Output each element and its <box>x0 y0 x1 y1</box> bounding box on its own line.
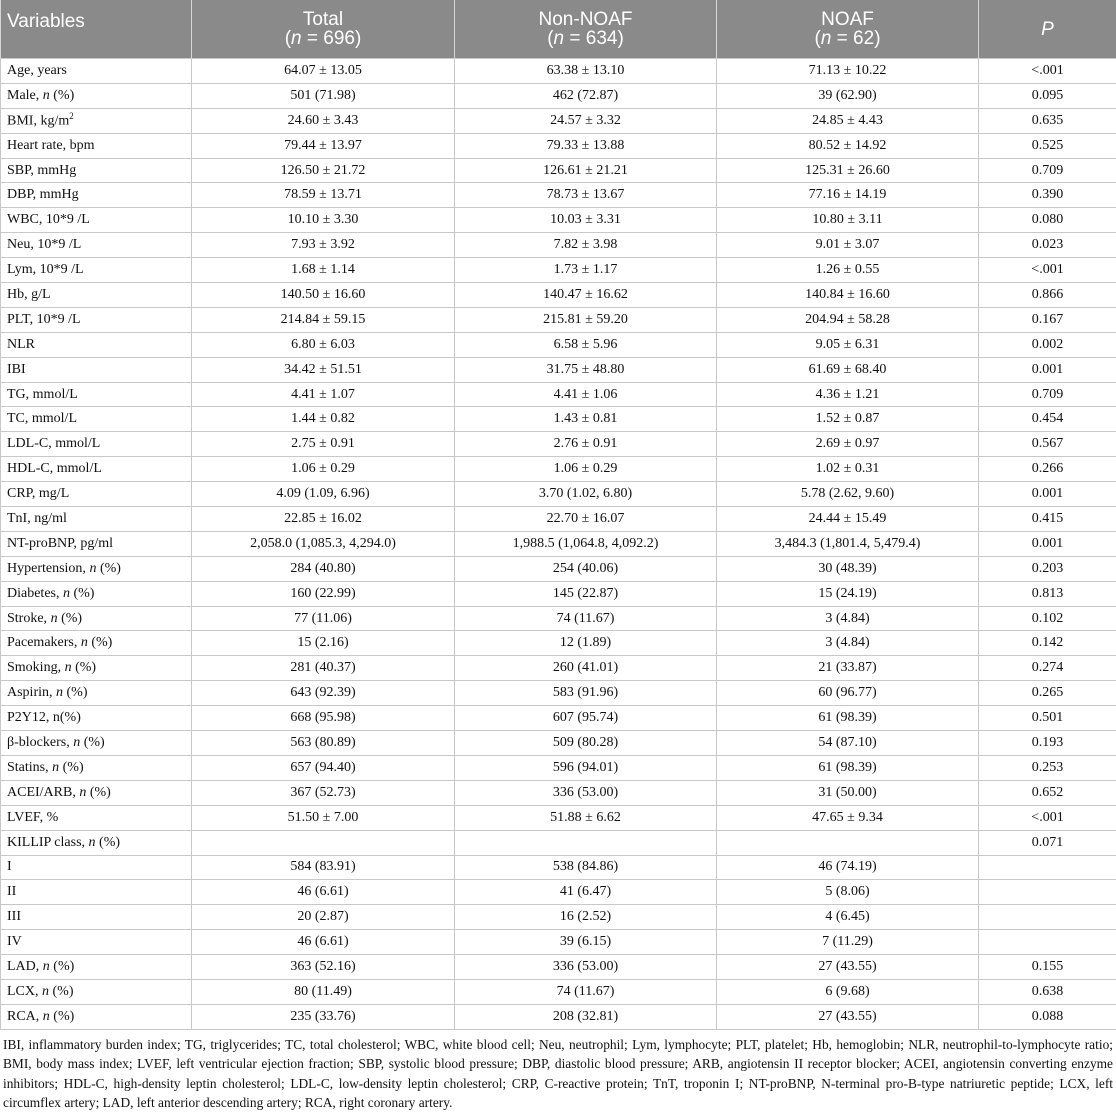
row-non-noaf-value: 51.88 ± 6.62 <box>455 805 717 830</box>
row-total-value: 46 (6.61) <box>192 930 455 955</box>
row-p-value: 0.001 <box>979 482 1116 507</box>
row-non-noaf-value: 215.81 ± 59.20 <box>455 307 717 332</box>
row-non-noaf-value: 1.06 ± 0.29 <box>455 457 717 482</box>
row-total-value: 284 (40.80) <box>192 556 455 581</box>
row-total-value: 367 (52.73) <box>192 780 455 805</box>
table-row <box>1 233 1116 258</box>
header-noaf-n-value: 62 <box>853 28 875 49</box>
row-variable-label: RCA, n (%) <box>1 1004 192 1029</box>
table-row <box>1 283 1116 308</box>
table-row <box>1 656 1116 681</box>
row-variable-label: BMI, $kg/m^2$ <box>1 108 192 133</box>
table-row <box>1 755 1116 780</box>
table-footnote: IBI, inflammatory burden index; TG, triglycerides; TC, total cholesterol; WBC, white blood cell; Neu, neutrophil; Lym, lymphocyte; PLT, platelet; Hb, hemoglobin; NLR, neutrophil-to-lymphocyte ratio; BMI, body mass index; LVEF, left ventricular ejection fraction; SBP, systolic blood pressure; DBP, diastolic blood pressure; ARB, angiotensin II receptor blocker; ACEI, angiotensin converting enzyme inhibitors; HDL-C, high-density leptin cholesterol; LDL-C, low-density leptin cholesterol; CRP, C-reactive protein; TnT, troponin I; NT-proBNP, N-terminal pro-B-type natriuretic peptide; LCX, left circumflex artery; LAD, left anterior descending artery; RCA, right coronary artery. <box>3 1037 1113 1111</box>
table-row <box>1 382 1116 407</box>
row-variable-label: Hb, g/L <box>1 283 192 308</box>
row-total-value: 4.09 (1.09, 6.96) <box>192 482 455 507</box>
header-noaf <box>717 0 979 59</box>
table-row <box>1 606 1116 631</box>
table-row <box>1 133 1116 158</box>
table-row <box>1 706 1116 731</box>
row-p-value: 0.155 <box>979 955 1116 980</box>
row-total-value: 140.50 ± 16.60 <box>192 283 455 308</box>
row-variable-label: Lym, 10*9 /L <box>1 258 192 283</box>
row-p-value: 0.102 <box>979 606 1116 631</box>
row-p-value: 0.193 <box>979 731 1116 756</box>
row-total-value: 77 (11.06) <box>192 606 455 631</box>
row-p-value: 0.501 <box>979 706 1116 731</box>
row-non-noaf-value: 39 (6.15) <box>455 930 717 955</box>
row-total-value: 584 (83.91) <box>192 855 455 880</box>
row-total-value: 1.44 ± 0.82 <box>192 407 455 432</box>
row-noaf-value: 6 (9.68) <box>717 979 979 1004</box>
row-p-value: 0.813 <box>979 581 1116 606</box>
row-p-value: 0.088 <box>979 1004 1116 1029</box>
row-p-value <box>979 880 1116 905</box>
row-variable-label: PLT, 10*9 /L <box>1 307 192 332</box>
row-p-value: 0.635 <box>979 108 1116 133</box>
row-non-noaf-value: 607 (95.74) <box>455 706 717 731</box>
row-p-value: 0.638 <box>979 979 1116 1004</box>
header-non-noaf-n-value: 634 <box>585 28 618 49</box>
table-row <box>1 979 1116 1004</box>
row-non-noaf-value: 10.03 ± 3.31 <box>455 208 717 233</box>
row-variable-label: Age, years <box>1 59 192 84</box>
row-variable-label: III <box>1 905 192 930</box>
row-total-value: 281 (40.37) <box>192 656 455 681</box>
row-variable-label: Male, n (%) <box>1 83 192 108</box>
row-non-noaf-value: 260 (41.01) <box>455 656 717 681</box>
row-non-noaf-value: 583 (91.96) <box>455 681 717 706</box>
table-row <box>1 158 1116 183</box>
row-non-noaf-value <box>455 830 717 855</box>
row-noaf-value: 77.16 ± 14.19 <box>717 183 979 208</box>
row-variable-label: LVEF, % <box>1 805 192 830</box>
row-variable-label: DBP, mmHg <box>1 183 192 208</box>
row-variable-label: IV <box>1 930 192 955</box>
header-non-noaf-n: (n = 634) <box>547 28 624 49</box>
row-total-value: 51.50 ± 7.00 <box>192 805 455 830</box>
row-noaf-value: 204.94 ± 58.28 <box>717 307 979 332</box>
header-noaf-n: (n = 62) <box>814 28 881 49</box>
table-row <box>1 507 1116 532</box>
row-total-value: 563 (80.89) <box>192 731 455 756</box>
row-p-value: <.001 <box>979 805 1116 830</box>
row-non-noaf-value: 140.47 ± 16.62 <box>455 283 717 308</box>
table-row <box>1 930 1116 955</box>
row-noaf-value: 27 (43.55) <box>717 1004 979 1029</box>
row-total-value: 1.06 ± 0.29 <box>192 457 455 482</box>
row-noaf-value: 5.78 (2.62, 9.60) <box>717 482 979 507</box>
row-total-value: 160 (22.99) <box>192 581 455 606</box>
table-row <box>1 681 1116 706</box>
row-noaf-value: 61 (98.39) <box>717 706 979 731</box>
row-non-noaf-value: 596 (94.01) <box>455 755 717 780</box>
table-row <box>1 1004 1116 1029</box>
table-row <box>1 780 1116 805</box>
row-variable-label: Hypertension, n (%) <box>1 556 192 581</box>
row-noaf-value: 21 (33.87) <box>717 656 979 681</box>
row-noaf-value: 30 (48.39) <box>717 556 979 581</box>
row-non-noaf-value: 31.75 ± 48.80 <box>455 357 717 382</box>
row-p-value: 0.002 <box>979 332 1116 357</box>
row-variable-label: TC, mmol/L <box>1 407 192 432</box>
row-p-value: <.001 <box>979 258 1116 283</box>
row-p-value: 0.253 <box>979 755 1116 780</box>
table-row <box>1 581 1116 606</box>
row-noaf-value: 47.65 ± 9.34 <box>717 805 979 830</box>
row-total-value: 24.60 ± 3.43 <box>192 108 455 133</box>
table-row <box>1 432 1116 457</box>
row-total-value: 46 (6.61) <box>192 880 455 905</box>
table-row <box>1 208 1116 233</box>
row-total-value: 10.10 ± 3.30 <box>192 208 455 233</box>
row-noaf-value: 125.31 ± 26.60 <box>717 158 979 183</box>
row-noaf-value: 54 (87.10) <box>717 731 979 756</box>
row-non-noaf-value: 24.57 ± 3.32 <box>455 108 717 133</box>
row-p-value: 0.203 <box>979 556 1116 581</box>
header-variables: Variables <box>1 0 192 59</box>
row-noaf-value: 4.36 ± 1.21 <box>717 382 979 407</box>
row-variable-label: LAD, n (%) <box>1 955 192 980</box>
row-noaf-value: 4 (6.45) <box>717 905 979 930</box>
table-row <box>1 307 1116 332</box>
row-variable-label: ACEI/ARB, n (%) <box>1 780 192 805</box>
row-non-noaf-value: 126.61 ± 21.21 <box>455 158 717 183</box>
row-variable-label: TnI, ng/ml <box>1 507 192 532</box>
row-noaf-value: 39 (62.90) <box>717 83 979 108</box>
header-row <box>1 0 1116 59</box>
row-p-value: 0.001 <box>979 357 1116 382</box>
row-variable-label: NLR <box>1 332 192 357</box>
row-variable-label: WBC, 10*9 /L <box>1 208 192 233</box>
row-total-value: 214.84 ± 59.15 <box>192 307 455 332</box>
row-total-value: 235 (33.76) <box>192 1004 455 1029</box>
row-total-value: 15 (2.16) <box>192 631 455 656</box>
header-total-n-value: 696 <box>323 28 355 49</box>
row-p-value: 0.167 <box>979 307 1116 332</box>
row-variable-label: LDL-C, mmol/L <box>1 432 192 457</box>
row-noaf-value <box>717 830 979 855</box>
table-row <box>1 83 1116 108</box>
row-p-value: 0.567 <box>979 432 1116 457</box>
row-noaf-value: 61.69 ± 68.40 <box>717 357 979 382</box>
table-row <box>1 531 1116 556</box>
row-non-noaf-value: 7.82 ± 3.98 <box>455 233 717 258</box>
row-p-value: 0.095 <box>979 83 1116 108</box>
row-non-noaf-value: 74 (11.67) <box>455 979 717 1004</box>
header-total-n: (n = 696) <box>284 28 362 49</box>
row-total-value: 2,058.0 (1,085.3, 4,294.0) <box>192 531 455 556</box>
row-non-noaf-value: 6.58 ± 5.96 <box>455 332 717 357</box>
row-noaf-value: 3,484.3 (1,801.4, 5,479.4) <box>717 531 979 556</box>
row-variable-label: Smoking, n (%) <box>1 656 192 681</box>
header-non-noaf <box>455 0 717 59</box>
row-variable-label: HDL-C, mmol/L <box>1 457 192 482</box>
row-p-value: 0.274 <box>979 656 1116 681</box>
row-variable-label: KILLIP class, n (%) <box>1 830 192 855</box>
row-variable-label: I <box>1 855 192 880</box>
row-variable-label: NT-proBNP, pg/ml <box>1 531 192 556</box>
row-p-value: 0.142 <box>979 631 1116 656</box>
row-non-noaf-value: 16 (2.52) <box>455 905 717 930</box>
row-variable-label: Diabetes, n (%) <box>1 581 192 606</box>
row-non-noaf-value: 509 (80.28) <box>455 731 717 756</box>
row-p-value: 0.071 <box>979 830 1116 855</box>
row-non-noaf-value: 336 (53.00) <box>455 955 717 980</box>
row-total-value: 643 (92.39) <box>192 681 455 706</box>
row-total-value: 64.07 ± 13.05 <box>192 59 455 84</box>
table-row <box>1 332 1116 357</box>
row-variable-label: Heart rate, bpm <box>1 133 192 158</box>
table-row <box>1 407 1116 432</box>
row-noaf-value: 27 (43.55) <box>717 955 979 980</box>
row-p-value: 0.001 <box>979 531 1116 556</box>
row-noaf-value: 9.01 ± 3.07 <box>717 233 979 258</box>
table-row <box>1 108 1116 133</box>
table-row <box>1 955 1116 980</box>
table-row <box>1 482 1116 507</box>
table-row <box>1 731 1116 756</box>
row-total-value: 501 (71.98) <box>192 83 455 108</box>
row-total-value: 22.85 ± 16.02 <box>192 507 455 532</box>
row-non-noaf-value: 1.43 ± 0.81 <box>455 407 717 432</box>
row-noaf-value: 2.69 ± 0.97 <box>717 432 979 457</box>
row-variable-label: Statins, n (%) <box>1 755 192 780</box>
row-non-noaf-value: 538 (84.86) <box>455 855 717 880</box>
table-row <box>1 357 1116 382</box>
row-non-noaf-value: 79.33 ± 13.88 <box>455 133 717 158</box>
row-p-value <box>979 930 1116 955</box>
table-row <box>1 880 1116 905</box>
table-row <box>1 631 1116 656</box>
row-noaf-value: 71.13 ± 10.22 <box>717 59 979 84</box>
row-p-value: 0.390 <box>979 183 1116 208</box>
row-p-value: <.001 <box>979 59 1116 84</box>
table-row <box>1 830 1116 855</box>
row-total-value <box>192 830 455 855</box>
row-p-value: 0.709 <box>979 158 1116 183</box>
row-non-noaf-value: 78.73 ± 13.67 <box>455 183 717 208</box>
row-total-value: 79.44 ± 13.97 <box>192 133 455 158</box>
row-total-value: 668 (95.98) <box>192 706 455 731</box>
table-row <box>1 905 1116 930</box>
row-total-value: 126.50 ± 21.72 <box>192 158 455 183</box>
row-variable-label: LCX, n (%) <box>1 979 192 1004</box>
row-noaf-value: 1.52 ± 0.87 <box>717 407 979 432</box>
row-noaf-value: 9.05 ± 6.31 <box>717 332 979 357</box>
row-p-value: 0.265 <box>979 681 1116 706</box>
row-variable-label: Stroke, n (%) <box>1 606 192 631</box>
row-noaf-value: 80.52 ± 14.92 <box>717 133 979 158</box>
row-p-value: 0.266 <box>979 457 1116 482</box>
row-noaf-value: 1.02 ± 0.31 <box>717 457 979 482</box>
row-non-noaf-value: 1.73 ± 1.17 <box>455 258 717 283</box>
row-non-noaf-value: 3.70 (1.02, 6.80) <box>455 482 717 507</box>
row-variable-label: SBP, mmHg <box>1 158 192 183</box>
row-p-value: 0.080 <box>979 208 1116 233</box>
table-row <box>1 457 1116 482</box>
row-p-value <box>979 855 1116 880</box>
row-total-value: 363 (52.16) <box>192 955 455 980</box>
header-total-title: Total <box>302 9 344 30</box>
row-total-value: 6.80 ± 6.03 <box>192 332 455 357</box>
row-noaf-value: 1.26 ± 0.55 <box>717 258 979 283</box>
row-p-value: 0.023 <box>979 233 1116 258</box>
table-row <box>1 805 1116 830</box>
row-p-value: 0.652 <box>979 780 1116 805</box>
table-body <box>1 59 1116 1030</box>
table-row <box>1 258 1116 283</box>
row-total-value: 20 (2.87) <box>192 905 455 930</box>
row-variable-label: Aspirin, n (%) <box>1 681 192 706</box>
row-variable-label: Neu, 10*9 /L <box>1 233 192 258</box>
row-noaf-value: 15 (24.19) <box>717 581 979 606</box>
row-noaf-value: 10.80 ± 3.11 <box>717 208 979 233</box>
table-row <box>1 183 1116 208</box>
row-variable-label: IBI <box>1 357 192 382</box>
row-variable-label: Pacemakers, n (%) <box>1 631 192 656</box>
row-variable-label: TG, mmol/L <box>1 382 192 407</box>
row-total-value: 2.75 ± 0.91 <box>192 432 455 457</box>
row-p-value: 0.415 <box>979 507 1116 532</box>
header-total <box>192 0 455 59</box>
row-non-noaf-value: 22.70 ± 16.07 <box>455 507 717 532</box>
row-p-value: 0.454 <box>979 407 1116 432</box>
row-noaf-value: 46 (74.19) <box>717 855 979 880</box>
row-noaf-value: 24.85 ± 4.43 <box>717 108 979 133</box>
table-header <box>1 0 1116 59</box>
header-non-noaf-title: Non-NOAF <box>538 9 633 30</box>
row-variable-label: II <box>1 880 192 905</box>
row-noaf-value: 24.44 ± 15.49 <box>717 507 979 532</box>
table-row <box>1 556 1116 581</box>
row-non-noaf-value: 2.76 ± 0.91 <box>455 432 717 457</box>
row-non-noaf-value: 336 (53.00) <box>455 780 717 805</box>
row-variable-label: CRP, mg/L <box>1 482 192 507</box>
row-p-value: 0.709 <box>979 382 1116 407</box>
header-noaf-title: NOAF <box>821 9 874 30</box>
row-noaf-value: 61 (98.39) <box>717 755 979 780</box>
row-non-noaf-value: 74 (11.67) <box>455 606 717 631</box>
row-non-noaf-value: 254 (40.06) <box>455 556 717 581</box>
row-noaf-value: 5 (8.06) <box>717 880 979 905</box>
row-total-value: 657 (94.40) <box>192 755 455 780</box>
row-total-value: 4.41 ± 1.07 <box>192 382 455 407</box>
row-non-noaf-value: 462 (72.87) <box>455 83 717 108</box>
row-noaf-value: 3 (4.84) <box>717 606 979 631</box>
header-p-value: P <box>979 0 1116 59</box>
table-row <box>1 59 1116 84</box>
row-noaf-value: 7 (11.29) <box>717 930 979 955</box>
row-non-noaf-value: 145 (22.87) <box>455 581 717 606</box>
row-non-noaf-value: 41 (6.47) <box>455 880 717 905</box>
row-non-noaf-value: 63.38 ± 13.10 <box>455 59 717 84</box>
row-non-noaf-value: 12 (1.89) <box>455 631 717 656</box>
row-total-value: 80 (11.49) <box>192 979 455 1004</box>
row-p-value <box>979 905 1116 930</box>
row-total-value: 78.59 ± 13.71 <box>192 183 455 208</box>
row-variable-label: β-blockers, n (%) <box>1 731 192 756</box>
row-non-noaf-value: 1,988.5 (1,064.8, 4,092.2) <box>455 531 717 556</box>
row-noaf-value: 60 (96.77) <box>717 681 979 706</box>
row-p-value: 0.525 <box>979 133 1116 158</box>
row-total-value: 34.42 ± 51.51 <box>192 357 455 382</box>
row-non-noaf-value: 4.41 ± 1.06 <box>455 382 717 407</box>
row-total-value: 7.93 ± 3.92 <box>192 233 455 258</box>
row-variable-label: P2Y12, n(%) <box>1 706 192 731</box>
row-p-value: 0.866 <box>979 283 1116 308</box>
row-noaf-value: 140.84 ± 16.60 <box>717 283 979 308</box>
row-non-noaf-value: 208 (32.81) <box>455 1004 717 1029</box>
table-row <box>1 855 1116 880</box>
row-total-value: 1.68 ± 1.14 <box>192 258 455 283</box>
row-noaf-value: 31 (50.00) <box>717 780 979 805</box>
row-noaf-value: 3 (4.84) <box>717 631 979 656</box>
